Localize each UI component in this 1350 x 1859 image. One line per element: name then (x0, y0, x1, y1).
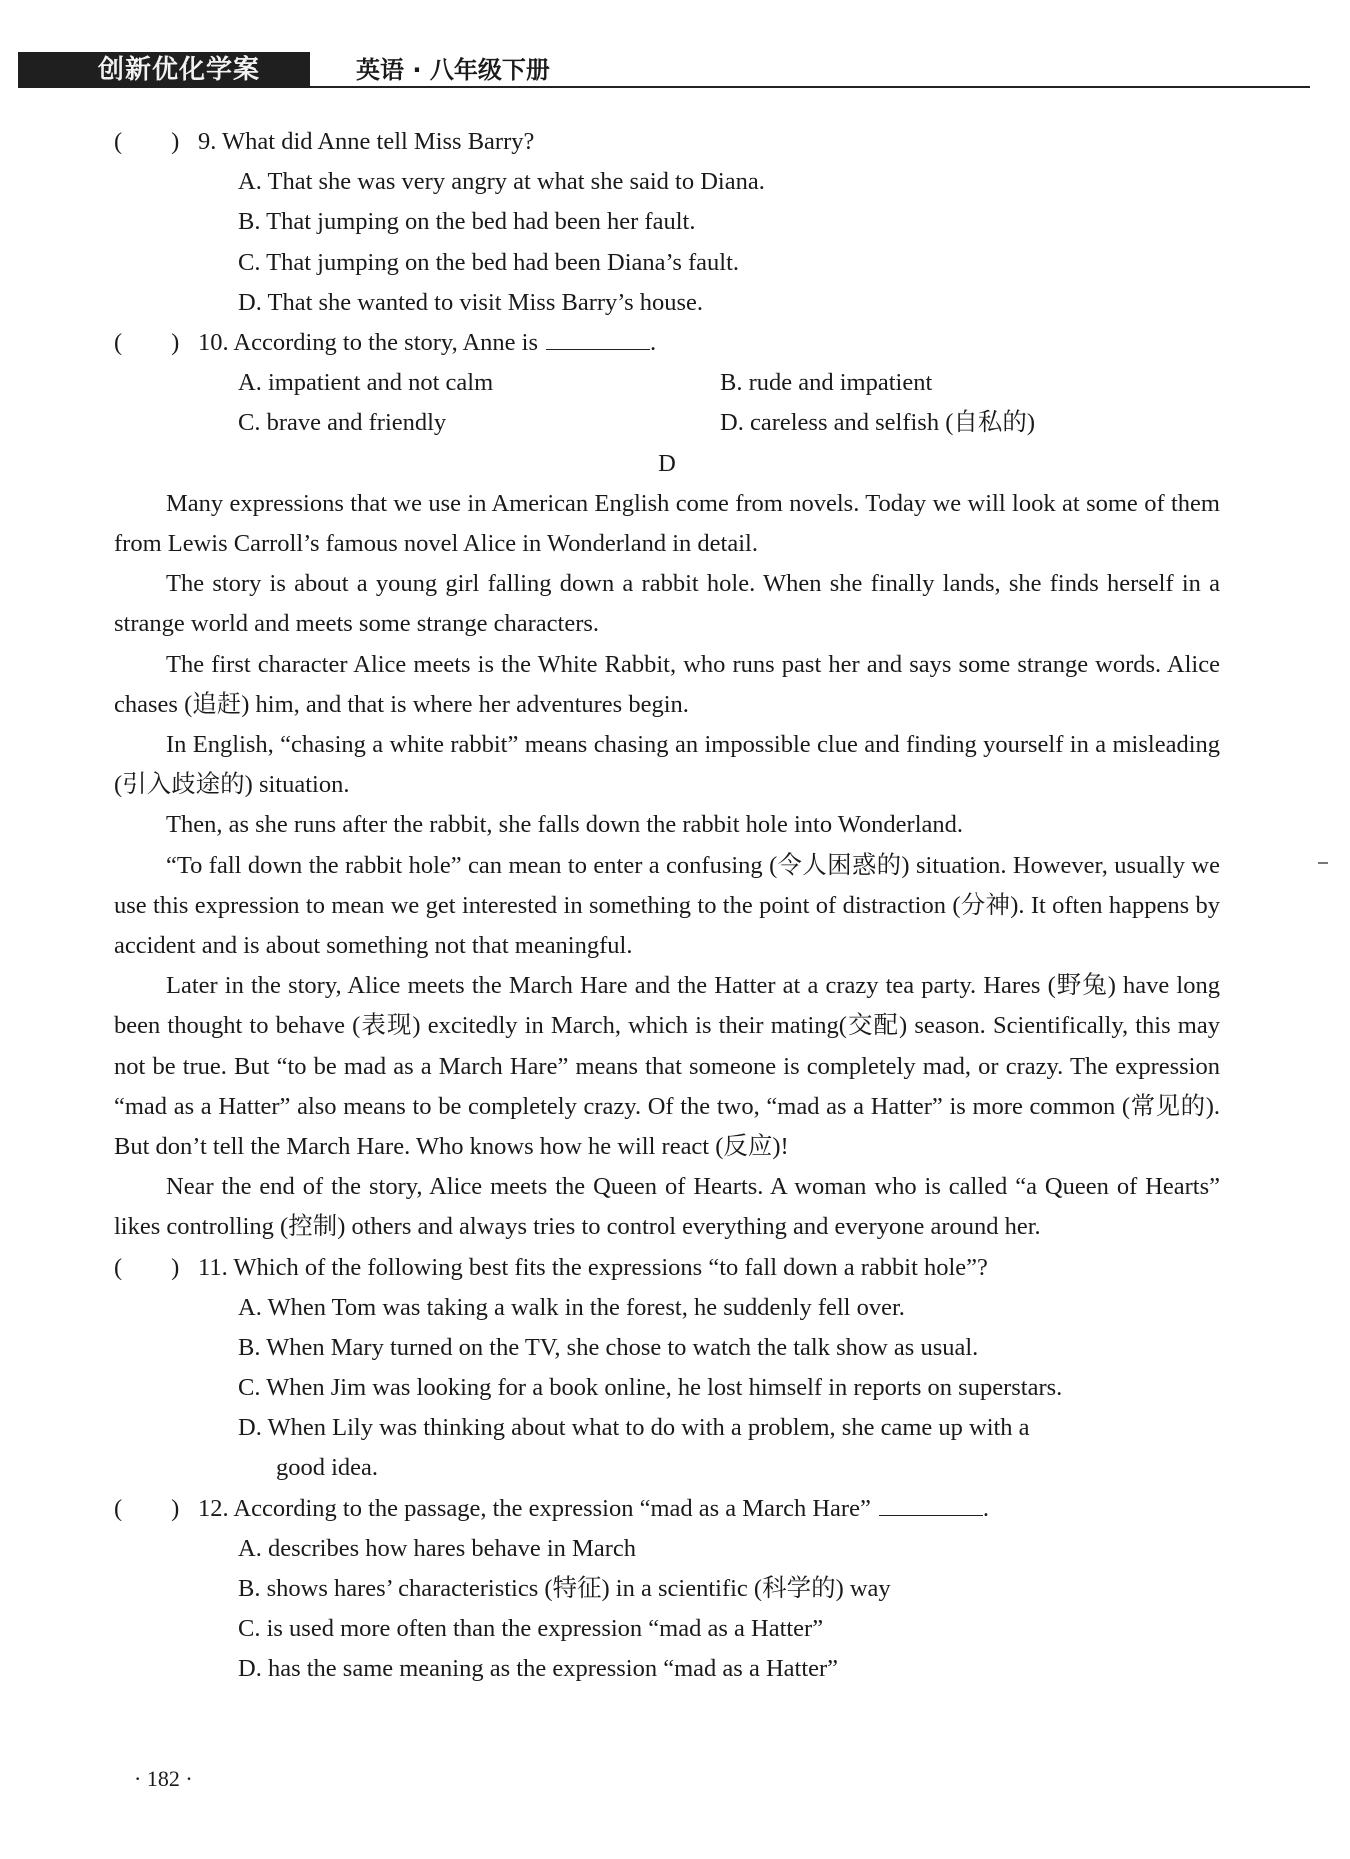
question-10 (114, 323, 1220, 363)
option-d: D. That she wanted to visit Miss Barry’s house. (238, 288, 704, 316)
options-row-cd (114, 403, 1220, 443)
answer-paren[interactable]: ( ) (114, 128, 180, 155)
option-b: B. shows hares’ characteristics (特征) in a scientific (科学的) way (238, 1575, 891, 1603)
answer-paren[interactable]: ( ) (114, 328, 180, 356)
options-row-ab (114, 363, 1220, 403)
question-11 (114, 1248, 1220, 1288)
option-d-continued: good idea. (276, 1454, 379, 1482)
answer-paren[interactable]: ( ) (114, 1253, 180, 1281)
page-number: · 182 · (134, 1766, 193, 1791)
subject-title: 英语 · 八年级下册 (356, 56, 550, 84)
question-12 (114, 1489, 1220, 1529)
option-d: D. When Lily was thinking about what to do with a problem, she came up with a (238, 1414, 1030, 1442)
passage-paragraph-3: The first character Alice meets is the White Rabbit, who runs past her and says some strange words. Alice chases (追赶) him, and that is where her adventures begin. (114, 650, 1220, 718)
passage-paragraph-7: Later in the story, Alice meets the March Hare and the Hatter at a crazy tea party. Hares (野兔) have long been thought to behave (表现) excitedly in March, which is their mating(交配) season. Scientifically, this may not be true. But “to be mad as a March Hare” means that someone is completely mad, or crazy. The expression “mad as a Hatter” also means to be completely crazy. Of the two, “mad as a Hatter” is more common (常见的). But don’t tell the March Hare. Who knows how he will react (反应)! (114, 972, 1220, 1160)
option-b: B. When Mary turned on the TV, she chose to watch the talk show as usual. (238, 1333, 979, 1361)
option-d: D. careless and selfish (自私的) (720, 409, 1036, 437)
option-b: B. rude and impatient (720, 369, 933, 397)
series-title-banner: 创新优化学案 (18, 52, 310, 88)
option-b: B. That jumping on the bed had been her fault. (238, 208, 696, 236)
passage-paragraph-2: The story is about a young girl falling down a rabbit hole. When she finally lands, she finds herself in a strange world and meets some strange characters. (114, 570, 1220, 638)
option-c: C. That jumping on the bed had been Diana’s fault. (238, 248, 740, 276)
option-a: A. When Tom was taking a walk in the forest, he suddenly fell over. (238, 1293, 905, 1321)
answer-blank[interactable] (879, 1489, 983, 1516)
option-c: C. is used more often than the expression “mad as a Hatter” (238, 1615, 824, 1643)
page-content (114, 122, 1220, 1690)
option-a: A. impatient and not calm (238, 369, 494, 397)
passage-paragraph-6: “To fall down the rabbit hole” can mean to enter a confusing (令人困惑的) situation. However, usually we use this expression to mean we get interested in something to the point of distraction (分神). It often happens by accident and is about something not that meaningful. (114, 851, 1220, 959)
option-c: C. brave and friendly (238, 409, 447, 437)
answer-blank[interactable] (546, 323, 650, 350)
option-d: D. has the same meaning as the expression “mad as a Hatter” (238, 1655, 839, 1683)
question-stem: 11. Which of the following best fits the expressions “to fall down a rabbit hole”? (198, 1253, 988, 1281)
option-a: A. That she was very angry at what she said to Diana. (238, 168, 765, 196)
question-stem: 10. According to the story, Anne is (198, 328, 539, 356)
margin-mark (1318, 862, 1328, 864)
answer-paren[interactable]: ( ) (114, 1494, 180, 1522)
question-stem: 9. What did Anne tell Miss Barry? (198, 128, 535, 155)
passage-paragraph-1: Many expressions that we use in American English come from novels. Today we will look at some of them from Lewis Carroll’s famous novel Alice in Wonderland in detail. (114, 489, 1220, 557)
question-9 (114, 122, 1220, 162)
option-a: A. describes how hares behave in March (238, 1534, 636, 1562)
option-c: C. When Jim was looking for a book online, he lost himself in reports on superstars. (238, 1374, 1063, 1402)
header-divider (310, 86, 1310, 88)
question-stem: 12. According to the passage, the expression “mad as a March Hare” (198, 1494, 871, 1522)
passage-paragraph-8: Near the end of the story, Alice meets the Queen of Hearts. A woman who is called “a Queen of Hearts” likes controlling (控制) others and always tries to control everything and everyone around her. (114, 1173, 1220, 1241)
section-letter: D (658, 449, 676, 477)
passage-paragraph-4: In English, “chasing a white rabbit” means chasing an impossible clue and finding yourself in a misleading (引入歧途的) situation. (114, 730, 1220, 799)
stem-end: . (650, 328, 657, 356)
stem-end: . (982, 1494, 989, 1522)
passage-paragraph-5: Then, as she runs after the rabbit, she falls down the rabbit hole into Wonderland. (166, 811, 964, 839)
